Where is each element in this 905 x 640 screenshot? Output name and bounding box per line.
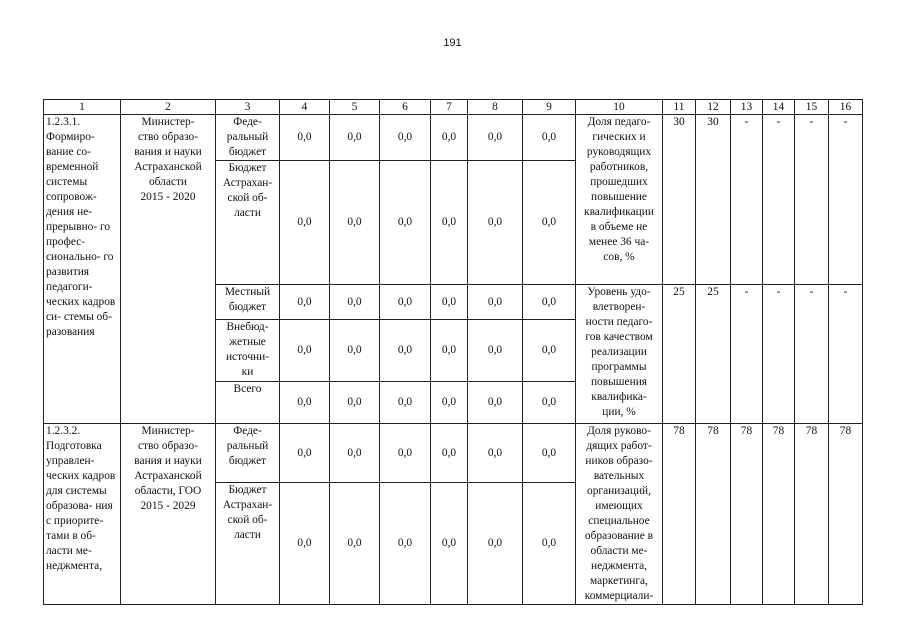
target-value-cell: - (795, 285, 829, 424)
text-line: 2015 - 2029 (140, 500, 196, 512)
text-line: руководящих (586, 146, 652, 158)
text-line: гов качеством (585, 331, 653, 343)
text-line: го развития (46, 251, 114, 278)
text-line: Бюджет (228, 484, 267, 497)
amount-cell: 0,0 (330, 161, 380, 285)
amount-cell: 0,0 (380, 320, 431, 382)
header-cell: 10 (576, 100, 663, 115)
text-line: системы (46, 176, 88, 188)
amount-cell: 0,0 (330, 483, 380, 605)
text-line: Формиро- (46, 131, 95, 143)
indicator-cell (576, 424, 663, 605)
text-line: Министер- (141, 425, 195, 437)
text-line: сионально- (46, 251, 101, 263)
text-line: специальное (588, 515, 650, 527)
text-line: гических и (592, 131, 646, 143)
text-line: ральный (226, 131, 269, 143)
text-line: ния с (46, 500, 113, 527)
text-line: жетные (229, 336, 266, 348)
indicator-cell (576, 285, 663, 424)
text-line: ческих (46, 296, 80, 308)
target-value-cell: 78 (663, 424, 696, 605)
text-line: сопровож- (46, 191, 97, 203)
text-line: кадров си- (46, 296, 116, 323)
amount-cell: 0,0 (330, 424, 380, 483)
amount-cell: 0,0 (280, 382, 330, 424)
text-line: дящих работ- (586, 440, 652, 452)
header-cell: 2 (121, 100, 216, 115)
amount-cell: 0,0 (380, 115, 431, 161)
header-cell: 9 (523, 100, 576, 115)
text-line: влетворен- (592, 301, 646, 313)
target-value-cell: - (763, 285, 795, 424)
amount-cell: 0,0 (431, 424, 468, 483)
amount-cell: 0,0 (468, 483, 523, 605)
target-value-cell: - (731, 115, 763, 285)
amount-cell: 0,0 (523, 320, 576, 382)
amount-cell: 0,0 (523, 382, 576, 424)
text-line: Астраханской (134, 161, 202, 173)
header-cell: 14 (763, 100, 795, 115)
header-cell: 11 (663, 100, 696, 115)
text-line: бюджет (228, 301, 267, 313)
text-line: ство образо- (137, 131, 199, 143)
amount-cell: 0,0 (523, 483, 576, 605)
amount-cell: 0,0 (523, 115, 576, 161)
indicator-cell (576, 115, 663, 285)
amount-cell: 0,0 (330, 285, 380, 320)
target-value-cell: 30 (663, 115, 696, 285)
text-line: дения не- (46, 206, 93, 218)
text-line: области, ГОО (134, 485, 202, 497)
text-line: маркетинга, (590, 575, 648, 587)
amount-cell: 0,0 (468, 320, 523, 382)
text-line: работников, (589, 161, 649, 173)
amount-cell: 0,0 (280, 483, 330, 605)
target-value-cell: 30 (696, 115, 731, 285)
text-line: Бюджет (228, 162, 267, 174)
table-row (44, 115, 863, 161)
text-line: 2015 - 2020 (140, 191, 196, 203)
text-line: в объеме не (590, 221, 648, 233)
text-line: управлен- (46, 455, 95, 467)
text-line: стемы об- (63, 311, 112, 323)
header-cell: 5 (330, 100, 380, 115)
text-line: ласти (234, 207, 261, 219)
text-line: вания и науки (134, 455, 202, 467)
text-line: Феде- (233, 425, 262, 437)
text-line: имеющих (595, 500, 643, 512)
text-line: повышение (591, 191, 647, 203)
header-cell: 13 (731, 100, 763, 115)
amount-cell: 0,0 (431, 115, 468, 161)
funding-source-cell (216, 285, 280, 320)
text-line: Феде- (233, 116, 262, 128)
text-line: Подготовка (46, 440, 102, 452)
amount-cell: 0,0 (330, 115, 380, 161)
executor-cell (121, 115, 216, 424)
amount-cell: 0,0 (431, 483, 468, 605)
amount-cell: 0,0 (280, 115, 330, 161)
header-cell: 12 (696, 100, 731, 115)
text-line: программы (591, 361, 647, 373)
funding-source-cell (216, 483, 280, 605)
text-line: Доля педаго- (587, 116, 651, 128)
funding-source-cell: Всего (216, 382, 280, 424)
text-line: области (148, 176, 188, 188)
text-line: ской об- (227, 192, 268, 204)
measure-name-cell (44, 424, 121, 605)
amount-cell: 0,0 (523, 161, 576, 285)
target-value-cell: - (829, 285, 863, 424)
text-line: го профес- (46, 221, 111, 248)
target-value-cell: 78 (829, 424, 863, 605)
funding-source-cell (216, 320, 280, 382)
funding-source-cell (216, 115, 280, 161)
amount-cell: 0,0 (380, 161, 431, 285)
amount-cell: 0,0 (380, 424, 431, 483)
text-line: Астрахан- (222, 177, 273, 189)
target-value-cell: - (795, 115, 829, 285)
text-line: ческих (46, 470, 80, 482)
text-line: ласти ме- (46, 545, 92, 557)
text-line: тами в об- (46, 530, 96, 542)
target-value-cell: 25 (696, 285, 731, 424)
text-line: кадров для (46, 470, 116, 497)
amount-cell: 0,0 (380, 483, 431, 605)
text-line: ки (241, 366, 254, 378)
amount-cell: 0,0 (380, 382, 431, 424)
text-line: вания и науки (134, 146, 202, 158)
measure-name-cell (44, 115, 121, 424)
text-line: реализации (591, 346, 647, 358)
amount-cell: 0,0 (431, 161, 468, 285)
amount-cell: 0,0 (330, 382, 380, 424)
target-value-cell: 78 (795, 424, 829, 605)
text-line: неджмента, (46, 560, 103, 572)
amount-cell: 0,0 (468, 115, 523, 161)
amount-cell: 0,0 (280, 161, 330, 285)
text-line: ласти (234, 529, 261, 542)
text-line: системы (65, 485, 107, 497)
amount-cell: 0,0 (280, 320, 330, 382)
target-value-cell: - (829, 115, 863, 285)
amount-cell: 0,0 (468, 424, 523, 483)
header-cell: 7 (431, 100, 468, 115)
amount-cell: 0,0 (431, 382, 468, 424)
funding-source-cell (216, 424, 280, 483)
text-line: ской об- (227, 514, 268, 527)
amount-cell: 0,0 (330, 320, 380, 382)
text-line: Внебюд- (226, 321, 269, 333)
text-line: бюджет (228, 146, 267, 158)
amount-cell: 0,0 (523, 285, 576, 320)
text-line: источни- (225, 351, 270, 363)
amount-cell: 0,0 (523, 424, 576, 483)
page-number: 191 (443, 37, 462, 49)
executor-cell (121, 424, 216, 605)
text-line: прошедших (590, 176, 648, 188)
text-line: квалификации (584, 206, 654, 218)
text-line: Уровень удо- (587, 286, 651, 298)
target-value-cell: 78 (763, 424, 795, 605)
text-line: ности педаго- (585, 316, 653, 328)
program-table (43, 99, 863, 605)
text-line: ральный (226, 440, 269, 452)
header-cell: 8 (468, 100, 523, 115)
header-cell: 4 (280, 100, 330, 115)
header-cell: 1 (44, 100, 121, 115)
amount-cell: 0,0 (280, 285, 330, 320)
text-line: образование в (584, 530, 654, 542)
table-row (44, 424, 863, 483)
text-line: организаций, (587, 485, 651, 497)
target-value-cell: 78 (696, 424, 731, 605)
text-line: неджмента, (590, 560, 648, 572)
text-line: приорите- (53, 515, 104, 527)
funding-source-cell (216, 161, 280, 285)
text-line: Астраханской (134, 470, 202, 482)
amount-cell: 0,0 (468, 382, 523, 424)
text-line: бюджет (228, 455, 267, 467)
text-line: 1.2.3.1. (46, 116, 81, 128)
text-line: ство образо- (137, 440, 199, 452)
target-value-cell: 78 (731, 424, 763, 605)
target-value-cell: - (731, 285, 763, 424)
header-cell: 16 (829, 100, 863, 115)
text-line: ников образо- (585, 455, 653, 467)
target-value-cell: 25 (663, 285, 696, 424)
header-cell: 3 (216, 100, 280, 115)
header-cell: 15 (795, 100, 829, 115)
text-line: Доля руково- (587, 425, 651, 437)
amount-cell: 0,0 (280, 424, 330, 483)
text-line: коммерциали- (584, 590, 654, 602)
text-line: педагоги- (46, 281, 93, 293)
text-line: Астрахан- (222, 499, 273, 512)
text-line: сов, % (603, 251, 635, 263)
text-line: 1.2.3.2. (46, 425, 81, 437)
text-line: разования (46, 326, 95, 338)
header-row (44, 100, 863, 115)
text-line: квалифика- (591, 391, 647, 403)
amount-cell: 0,0 (431, 320, 468, 382)
text-line: повышения (590, 376, 648, 388)
text-line: ции, % (602, 406, 636, 418)
text-line: временной (46, 161, 99, 173)
header-cell: 6 (380, 100, 431, 115)
text-line: вание со- (46, 146, 91, 158)
text-line: образова- (46, 500, 93, 512)
amount-cell: 0,0 (431, 285, 468, 320)
amount-cell: 0,0 (468, 285, 523, 320)
target-value-cell: - (763, 115, 795, 285)
text-line: менее 36 ча- (588, 236, 650, 248)
amount-cell: 0,0 (380, 285, 431, 320)
text-line: вательных (593, 470, 645, 482)
text-line: Местный (224, 286, 271, 298)
text-line: области ме- (590, 545, 648, 557)
text-line: прерывно- (46, 221, 98, 233)
amount-cell: 0,0 (468, 161, 523, 285)
text-line: Министер- (141, 116, 195, 128)
